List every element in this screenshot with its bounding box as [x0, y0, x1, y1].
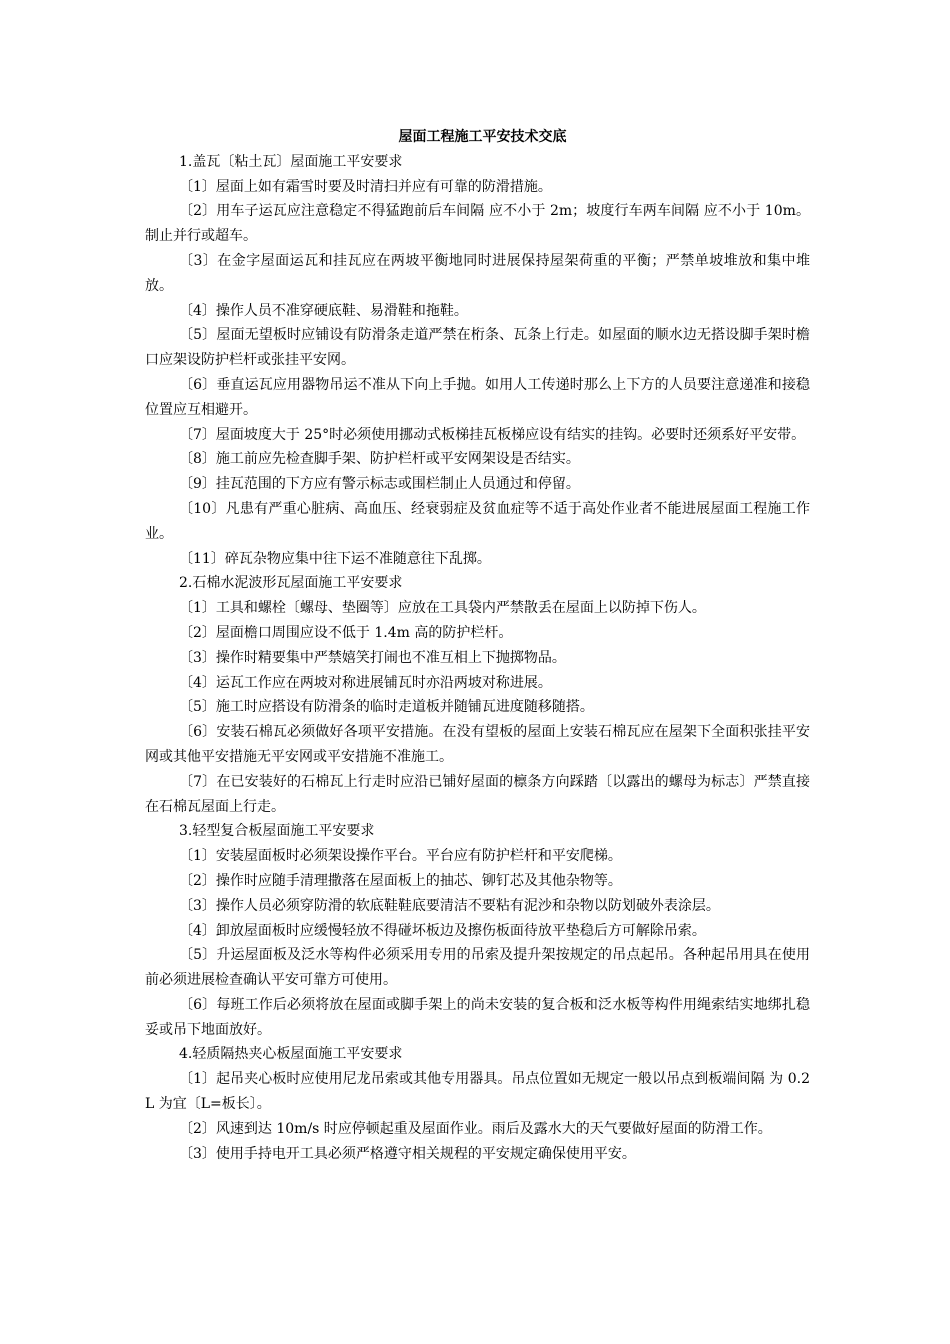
- list-item: 〔3〕操作时精要集中严禁嬉笑打闹也不准互相上下抛掷物品。: [179, 649, 566, 666]
- list-item: 〔6〕垂直运瓦应用器物吊运不准从下向上手抛。如用人工传递时那么上下方的人员要注意递准和接稳位置应互相避开。: [145, 376, 810, 418]
- list-item: 〔8〕施工前应先检查脚手架、防护栏杆或平安网架设是否结实。: [179, 451, 580, 468]
- section-heading: 2.石棉水泥波形瓦屋面施工平安要求: [179, 575, 403, 592]
- document-title: 屋面工程施工平安技术交底: [398, 129, 567, 145]
- list-item: 〔1〕工具和螺栓〔螺母、垫圈等〕应放在工具袋内严禁散丢在屋面上以防掉下伤人。: [179, 600, 706, 617]
- list-item: 〔3〕使用手持电开工具必须严格遵守相关规程的平安规定确保使用平安。: [179, 1145, 636, 1162]
- list-item: 〔2〕屋面檐口周围应设不低于 1.4m 高的防护栏杆。: [179, 624, 513, 641]
- document-page: [145, 125, 810, 1166]
- list-item: 〔4〕卸放屋面板时应缓慢轻放不得碰坏板边及擦伤板面待放平垫稳后方可解除吊索。: [179, 922, 706, 939]
- list-item: 〔7〕在已安装好的石棉瓦上行走时应沿已铺好屋面的檩条方向踩踏〔以露出的螺母为标志〕严禁直接在石棉瓦屋面上行走。: [145, 773, 810, 815]
- list-item: 〔2〕操作时应随手清理撒落在屋面板上的抽芯、铆钉芯及其他杂物等。: [179, 872, 622, 889]
- list-item: 〔9〕挂瓦范围的下方应有警示标志或围栏制止人员通过和停留。: [179, 476, 580, 493]
- list-item: 〔1〕起吊夹心板时应使用尼龙吊索或其他专用器具。吊点位置如无规定一般以吊点到板端间隔 为 0.2L 为宜〔L=板长〕。: [145, 1071, 810, 1113]
- list-item: 〔1〕屋面上如有霜雪时要及时清扫并应有可靠的防滑措施。: [179, 178, 552, 195]
- list-item: 〔6〕安装石棉瓦必须做好各项平安措施。在没有望板的屋面上安装石棉瓦应在屋架下全面积张挂平安网或其他平安措施无平安网或平安措施不准施工。: [145, 724, 810, 765]
- list-item: 〔5〕施工时应搭设有防滑条的临时走道板并随铺瓦进度随移随搭。: [179, 699, 594, 716]
- list-item: 〔10〕凡患有严重心脏病、高血压、经衰弱症及贫血症等不适于高处作业者不能进展屋面工程施工作业。: [145, 500, 810, 542]
- list-item: 〔3〕在金字屋面运瓦和挂瓦应在两坡平衡地同时进展保持屋架荷重的平衡；严禁单坡堆放和集中堆放。: [145, 252, 810, 294]
- list-item: 〔5〕屋面无望板时应铺设有防滑条走道严禁在桁条、瓦条上行走。如屋面的顺水边无搭设脚手架时檐口应架设防护栏杆或张挂平安网。: [145, 327, 810, 369]
- list-item: 〔4〕运瓦工作应在两坡对称进展铺瓦时亦沿两坡对称进展。: [179, 674, 552, 691]
- list-item: 〔6〕每班工作后必须将放在屋面或脚手架上的尚未安装的复合板和泛水板等构件用绳索结实地绑扎稳妥或吊下地面放好。: [145, 996, 810, 1038]
- list-item: 〔11〕碎瓦杂物应集中往下运不准随意往下乱掷。: [179, 550, 491, 567]
- section-heading: 4.轻质隔热夹心板屋面施工平安要求: [179, 1046, 403, 1063]
- list-item: 〔2〕用车子运瓦应注意稳定不得猛跑前后车间隔 应不小于 2m；坡度行车两车间隔 应不小于 10m。制止并行或超车。: [145, 203, 810, 245]
- list-item: 〔7〕屋面坡度大于 25°时必须使用挪动式板梯挂瓦板梯应设有结实的挂钩。必要时还须系好平安带。: [179, 426, 806, 443]
- list-item: 〔2〕风速到达 10m/s 时应停顿起重及屋面作业。雨后及露水大的天气要做好屋面的防滑工作。: [179, 1120, 772, 1137]
- section-heading: 1.盖瓦〔粘土瓦〕屋面施工平安要求: [179, 153, 403, 170]
- list-item: 〔1〕安装屋面板时必须架设操作平台。平台应有防护栏杆和平安爬梯。: [179, 848, 622, 865]
- list-item: 〔4〕操作人员不准穿硬底鞋、易滑鞋和拖鞋。: [179, 302, 468, 319]
- list-item: 〔5〕升运屋面板及泛水等构件必须采用专用的吊索及提升架按规定的吊点起吊。各种起吊用具在使用前必须进展检查确认平安可靠方可使用。: [145, 947, 810, 989]
- list-item: 〔3〕操作人员必须穿防滑的软底鞋鞋底要清洁不要粘有泥沙和杂物以防划破外表涂层。: [179, 897, 720, 914]
- section-heading: 3.轻型复合板屋面施工平安要求: [179, 823, 375, 840]
